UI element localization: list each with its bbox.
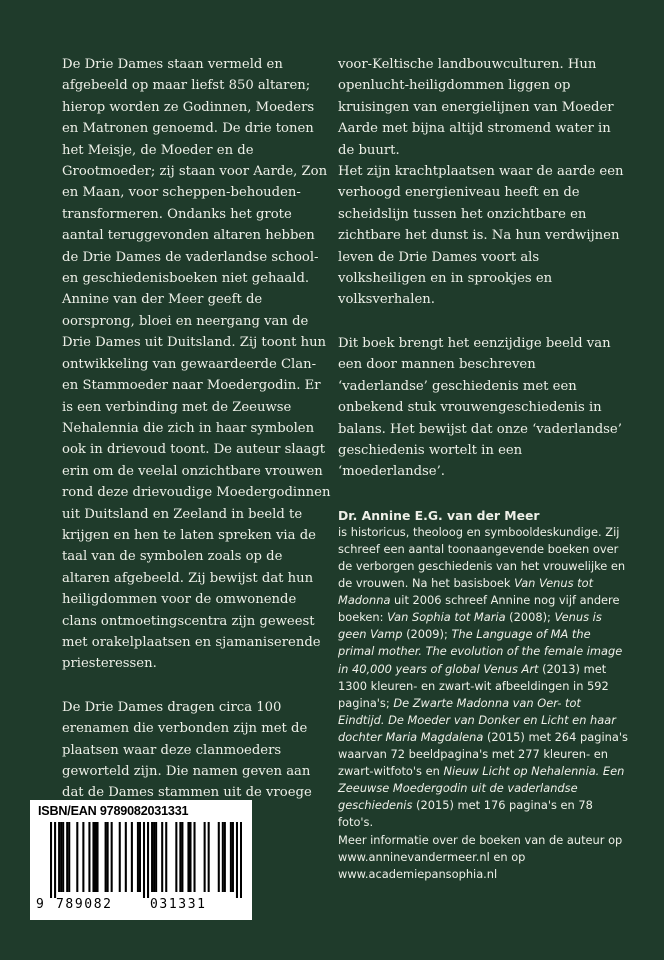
- barcode-bar: [208, 822, 210, 892]
- barcode-bar: [143, 822, 145, 898]
- book-title-3: Venus is geen Vamp: [338, 610, 602, 642]
- bio-text-4: (2009);: [402, 627, 452, 642]
- book-title-4: The Language of MA the primal mother. The evolution of the female image in 40,000 years of global Venus Art: [338, 627, 623, 676]
- barcode-bar: [94, 822, 96, 892]
- bio-text-1: is historicus, theoloog en symbooldeskundige. Zij schreef een aantal toonaangevende boeken over de verborgen geschiedenis van het vrouwelijke en de vrouwen. Na het basisboek: [338, 524, 626, 591]
- barcode-bar: [155, 822, 157, 892]
- barcode-bar: [111, 822, 113, 892]
- barcode-bar: [181, 822, 183, 892]
- barcode-bar: [204, 822, 206, 892]
- barcode-bar: [54, 822, 56, 898]
- barcode-bar: [230, 822, 232, 892]
- barcode-bar: [66, 822, 68, 892]
- book-title-6: Nieuw Licht op Nehalennia. Een Zeeuwse Moedergodin uit de vaderlandse geschiedenis: [338, 764, 625, 813]
- left-column: [62, 54, 332, 804]
- barcode-bars-icon: [50, 822, 242, 898]
- isbn-label: ISBN/EAN 9789082031331: [38, 804, 189, 818]
- author-bio: [338, 507, 628, 883]
- barcode-bar: [240, 822, 242, 898]
- barcode-bar: [165, 822, 167, 892]
- book-title-2: Van Sophia tot Maria: [387, 610, 506, 625]
- barcode-bar: [105, 822, 107, 892]
- left-paragraph-1: De Drie Dames staan vermeld en afgebeeld op maar liefst 850 altaren; hierop worden ze Godinnen, Moeders en Matronen genoemd. De drie tonen het Meisje, de Moeder en de Grootmoeder; zij staan voor Aarde, Zon en Maan, voor scheppen-behouden-transformeren. Ondanks het grote aantal teruggevonden altaren hebben de Drie Dames de vaderlandse school- en geschiedenisboeken niet gehaald.: [62, 57, 328, 287]
- barcode-digits-right: 031331: [150, 897, 207, 912]
- barcode-bar: [187, 822, 189, 892]
- barcode-bar: [82, 822, 84, 892]
- barcode-bar: [131, 822, 133, 892]
- barcode-bar: [224, 822, 226, 892]
- barcode-bar: [60, 822, 62, 892]
- barcode-bar: [151, 822, 153, 892]
- bio-text-5: (2013) met 1300 kleuren- en zwart-wit afbeeldingen in 592 pagina's;: [338, 661, 609, 710]
- barcode-bar: [232, 822, 234, 892]
- barcode-bar: [222, 822, 224, 892]
- barcode-bar: [153, 822, 155, 892]
- barcode-bar: [58, 822, 60, 892]
- barcode-bar: [179, 822, 181, 892]
- barcode-bar: [236, 822, 238, 898]
- barcode-bar: [88, 822, 90, 892]
- barcode-bar: [137, 822, 139, 892]
- barcode-bar: [218, 822, 220, 892]
- barcode-digit-first: 9: [36, 897, 44, 912]
- more-info-text: Meer informatie over de boeken van de auteur op www.anninevandermeer.nl en op www.academiepansophia.nl: [338, 832, 623, 881]
- book-title-1: Van Venus tot Madonna: [338, 576, 594, 608]
- barcode-bar: [175, 822, 177, 892]
- bio-text-7: (2015) met 176 pagina's en 78 foto's.: [338, 798, 593, 830]
- bio-text-2: uit 2006 schreef Annine nog vijf andere boeken:: [338, 593, 620, 625]
- left-paragraph-3: De Drie Dames dragen circa 100 erenamen die verbonden zijn met de plaatsen waar deze clanmoeders geworteld zijn. Die namen geven aan dat de Dames stammen uit de vroege: [62, 699, 312, 801]
- author-bio-text: [338, 524, 628, 832]
- barcode-bar: [125, 822, 127, 892]
- barcode-bar: [189, 822, 191, 892]
- barcode-bar: [92, 822, 94, 892]
- barcode-bar: [96, 822, 98, 892]
- barcode-bar: [193, 822, 195, 892]
- right-column: [338, 54, 628, 883]
- barcode-bar: [119, 822, 121, 892]
- barcode-digits-left: 789082: [56, 897, 113, 912]
- barcode-bar: [62, 822, 64, 892]
- right-paragraph-2: Het zijn krachtplaatsen waar de aarde een verhoogd energieniveau heeft en de scheidslijn tussen het onzichtbare en zichtbare het dunst is. Na hun verdwijnen leven de Drie Dames voort als volksheiligen en in sprookjes en volksverhalen.: [338, 164, 624, 308]
- barcode-bar: [68, 822, 70, 892]
- barcode-bar: [107, 822, 109, 892]
- right-paragraph-3: Dit boek brengt het eenzijdige beeld van een door mannen beschreven ‘vaderlandse’ geschiedenis met een onbekend stuk vrouwengeschiedenis in balans. Het bewijst dat onze ‘vaderlandse’ geschiedenis wortelt in een ‘moederlandse’.: [338, 335, 622, 480]
- book-title-5: De Zwarte Madonna van Oer- tot Eindtijd. De Moeder van Donker en Licht en haar dochter Maria Magdalena: [338, 695, 616, 744]
- barcode: [30, 800, 252, 920]
- barcode-bar: [139, 822, 141, 892]
- barcode-bar: [147, 822, 149, 898]
- author-name: Dr. Annine E.G. van der Meer: [338, 507, 540, 523]
- left-paragraph-2: Annine van der Meer geeft de oorsprong, bloei en neergang van de Drie Dames uit Duitsland. Zij toont hun ontwikkeling van gewaardeerde Clan- en Stammoeder naar Moedergodin. Er is een verbinding met de Zeeuwse Nehalennia die zich in haar symbolen ook in drievoud toont. De auteur slaagt erin om de veelal onzichtbare vrouwen rond deze drievoudige Moedergodinnen uit Duitsland en Zeeland in beeld te krijgen en hen te laten spreken via de taal van de symbolen zoals op de altaren afgebeeld. Zij bewijst dat hun heiligdommen voor de omwonende clans ontmoetingscentra zijn geweest met orakelplaatsen en sjamaniserende priesteressen.: [62, 292, 331, 672]
- right-paragraph-1: voor-Keltische landbouwculturen. Hun openlucht-heiligdommen liggen op kruisingen van energielijnen van Moeder Aarde met bijna altijd stromend water in de buurt.: [338, 57, 614, 158]
- bio-text-6: (2015) met 264 pagina's waarvan 72 beeldpagina's met 277 kleuren- en zwart-witfoto's en: [338, 729, 628, 779]
- barcode-bar: [76, 822, 78, 892]
- right-text-block: [338, 54, 628, 483]
- bio-text-3: (2008);: [505, 610, 555, 625]
- barcode-bar: [50, 822, 52, 898]
- barcode-bar: [161, 822, 163, 892]
